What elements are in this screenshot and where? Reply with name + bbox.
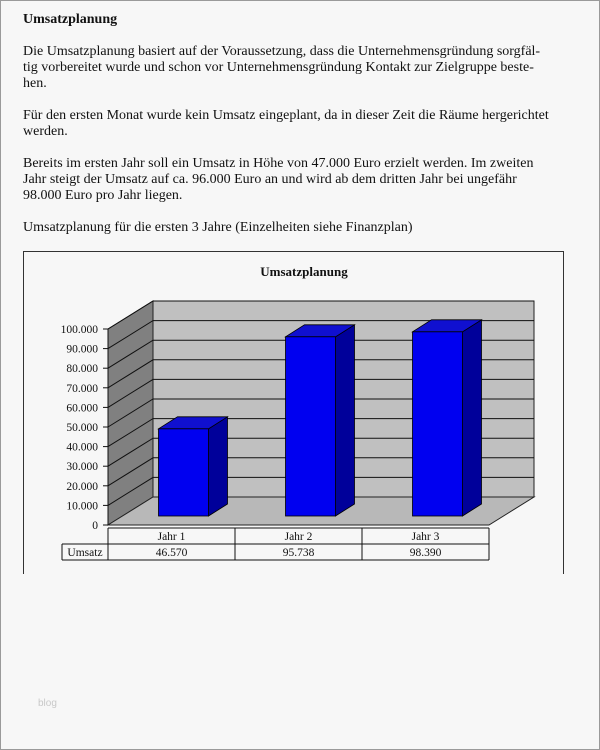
chart-container xyxy=(23,251,564,574)
data-label: 98.390 xyxy=(409,547,442,559)
document-content xyxy=(23,12,553,252)
data-label: 46.570 xyxy=(155,547,188,559)
chart-title: Umsatzplanung xyxy=(260,264,348,279)
y-tick-label: 70.000 xyxy=(66,382,98,395)
y-tick-label: 90.000 xyxy=(66,343,98,356)
bar-side-1 xyxy=(209,417,228,516)
y-tick-label: 80.000 xyxy=(66,363,98,376)
x-category-label: Jahr 2 xyxy=(284,531,313,543)
data-label: 95.738 xyxy=(282,547,315,559)
x-category-label: Jahr 1 xyxy=(157,531,186,543)
y-tick-label: 30.000 xyxy=(66,461,98,474)
y-tick-label: 0 xyxy=(92,520,98,532)
paragraph-1: Die Umsatzplanung basiert auf der Voraussetzung, dass die Unternehmensgründung sorgfäl- tig vorbereitet wurde und schon vor Unternehmensgründung Kontakt zur Zielgruppe beste- hen. xyxy=(23,44,541,91)
bar-side-2 xyxy=(336,325,355,516)
series-name-label: Umsatz xyxy=(67,547,103,559)
watermark: blog xyxy=(38,698,57,709)
y-tick-label: 60.000 xyxy=(66,402,98,415)
bar-side-3 xyxy=(463,320,482,516)
paragraph-4: Umsatzplanung für die ersten 3 Jahre (Einzelheiten siehe Finanzplan) xyxy=(23,220,413,235)
document-title: Umsatzplanung xyxy=(23,12,118,27)
bar-chart-3d xyxy=(24,252,563,574)
y-tick-label: 100.000 xyxy=(60,324,98,336)
paragraph-3: Bereits im ersten Jahr soll ein Umsatz in Höhe von 47.000 Euro erzielt werden. Im zweiten Jahr steigt der Umsatz auf ca. 96.000 Euro an und wird ab dem dritten Jahr bei ungefähr 98.000 Euro pro Jahr liegen. xyxy=(23,156,534,203)
y-tick-label: 20.000 xyxy=(66,480,98,493)
bar-3 xyxy=(413,332,463,516)
y-tick-label: 40.000 xyxy=(66,441,98,454)
y-tick-label: 10.000 xyxy=(66,500,98,513)
y-tick-label: 50.000 xyxy=(66,422,98,434)
bar-2 xyxy=(286,337,336,516)
bar-1 xyxy=(159,429,209,516)
x-category-label: Jahr 3 xyxy=(411,531,440,543)
paragraph-2: Für den ersten Monat wurde kein Umsatz eingeplant, da in dieser Zeit die Räume hergerichtet werden. xyxy=(23,108,549,139)
